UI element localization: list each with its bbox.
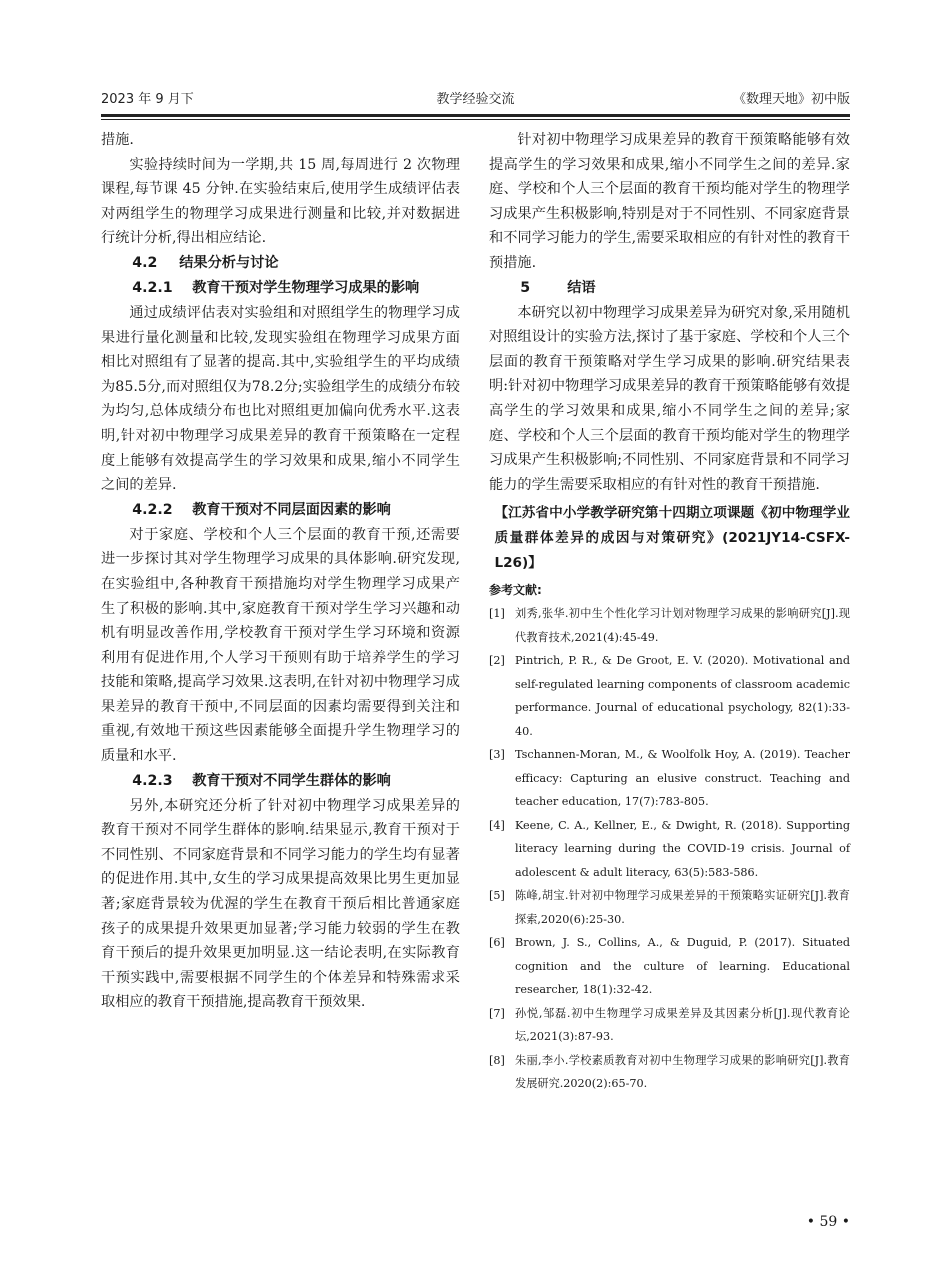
section-heading-4-2 [101,251,460,276]
reference-text: Brown, J. S., Collins, A., & Duguid, P. (2017). Situated cognition and the culture of learning. Educational researcher, 18(1):32-42. [515,936,850,997]
heading-text: 结语 [567,279,596,296]
right-column [489,128,850,1096]
reference-text: Keene, C. A., Kellner, E., & Dwight, R. (2018). Supporting literacy learning during the COVID-19 crisis. Journal of adolescent & adult literacy, 63(5):583-586. [515,818,850,879]
reference-item [489,602,850,649]
reference-index: [4] [489,818,505,832]
section-heading-4-2-2 [101,498,460,523]
heading-text: 结果分析与讨论 [179,254,279,271]
reference-item [489,931,850,1002]
reference-item [489,743,850,814]
reference-index: [3] [489,748,505,762]
reference-index: [8] [489,1053,505,1067]
reference-text: Pintrich, P. R., & De Groot, E. V. (2020). Motivational and self-regulated learning components of classroom academic performance. Journal of educational psychology, 82(1):33-40. [515,654,850,738]
header-rule-thick [101,114,850,117]
paragraph: 本研究以初中物理学习成果差异为研究对象,采用随机对照组设计的实验方法,探讨了基于家庭、学校和个人三个层面的教育干预策略对学生学习成果的影响.研究结果表明:针对初中物理学习成果差异的教育干预策略能够有效提高学生的学习效果和成果,缩小不同学生之间的差异;家庭、学校和个人三个层面的教育干预均能对学生的物理学习成果产生积极影响;不同性别、不同家庭背景和不同学习能力的学生需要采取相应的有针对性的教育干预措施. [489,304,850,493]
section-heading-4-2-1 [101,276,460,301]
reference-item [489,884,850,931]
reference-text: 朱丽,李小.学校素质教育对初中生物理学习成果的影响研究[J].教育发展研究.2020(2):65-70. [515,1053,850,1091]
running-header [101,88,850,110]
paragraph: 另外,本研究还分析了针对初中物理学习成果差异的教育干预对不同学生群体的影响.结果显示,教育干预对于不同性别、不同家庭背景和不同学习能力的学生均有显著的促进作用.其中,女生的学习成果提高效果比男生更加显著;家庭背景较为优渥的学生在教育干预后相比普通家庭孩子的成果提升效果更加显著;学习能力较弱的学生在教育干预后的提升效果更加明显.这一结论表明,在实际教育干预实践中,需要根据不同学生的个体差异和特殊需求采取相应的教育干预措施,提高教育干预效果. [101,797,460,1011]
heading-number: 4.2.1 [132,279,173,296]
reference-item [489,814,850,885]
reference-item [489,1049,850,1096]
heading-text: 教育干预对不同学生群体的影响 [192,772,391,789]
journal-name: 《数理天地》初中版 [732,92,850,107]
section-heading-5 [489,276,850,301]
left-column [101,128,460,1015]
header-rule-thin [101,119,850,120]
heading-number: 4.2.3 [132,772,173,789]
reference-index: [6] [489,936,505,950]
reference-index: [1] [489,607,505,621]
reference-text: Tschannen-Moran, M., & Woolfolk Hoy, A. (2019). Teacher efficacy: Capturing an elusive construct. Teaching and teacher education, 17(7):783-805. [515,748,850,809]
heading-number: 4.2 [132,254,158,271]
paragraph: 针对初中物理学习成果差异的教育干预策略能够有效提高学生的学习效果和成果,缩小不同学生之间的差异.家庭、学校和个人三个层面的教育干预均能对学生的物理学习成果产生积极影响,特别是对于不同性别、不同家庭背景和不同学习能力的学生,需要采取相应的有针对性的教育干预措施. [489,132,850,271]
paragraph: 通过成绩评估表对实验组和对照组学生的物理学习成果进行量化测量和比较,发现实验组在物理学习成果方面相比对照组有了显著的提高.其中,实验组学生的平均成绩为85.5分,而对照组仅为78.2分;实验组学生的成绩分布较为均匀,总体成绩分布也比对照组更加偏向优秀水平.这表明,针对初中物理学习成果差异的教育干预策略在一定程度上能够有效提高学生的学习效果和成果,缩小不同学生之间的差异. [101,304,460,494]
references-title: 参考文献: [489,583,542,598]
paragraph: 对于家庭、学校和个人三个层面的教育干预,还需要进一步探讨其对学生物理学习成果的具体影响.研究发现,在实验组中,各种教育干预措施均对学生物理学习成果产生了积极的影响.其中,家庭教育干预对学生学习兴趣和动机有明显改善作用,学校教育干预对学生学习环境和资源利用有促进作用,个人学习干预则有助于培养学生的学习技能和策略,提高学习效果.这表明,在针对初中物理学习成果差异的教育干预中,不同层面的因素均需要得到关注和重视,有效地干预这些因素能够全面提升学生物理学习的质量和水平. [101,526,460,765]
reference-text: 刘秀,张华.初中生个性化学习计划对物理学习成果的影响研究[J].现代教育技术,2021(4):45-49. [515,607,850,644]
heading-number: 5 [520,279,531,296]
heading-text: 教育干预对不同层面因素的影响 [192,501,391,518]
reference-item [489,1002,850,1049]
reference-text: 孙悦,邹磊.初中生物理学习成果差异及其因素分析[J].现代教育论坛,2021(3):87-93. [515,1006,850,1044]
reference-index: [7] [489,1006,505,1020]
reference-index: [5] [489,889,505,903]
paragraph: 实验持续时间为一学期,共 15 周,每周进行 2 次物理课程,每节课 45 分钟.在实验结束后,使用学生成绩评估表对两组学生的物理学习成果进行测量和比较,并对数据进行统计分析,得出相应结论. [101,156,460,247]
heading-text: 教育干预对学生物理学习成果的影响 [192,279,420,296]
page-number: • 59 • [806,1214,850,1230]
reference-list [489,602,850,1096]
reference-index: [2] [489,654,505,668]
issue-date: 2023 年 9 月下 [101,92,194,107]
section-heading-4-2-3 [101,769,460,794]
reference-text: 陈峰,胡宝.针对初中物理学习成果差异的干预策略实证研究[J].教育探索,2020(6):25-30. [515,889,850,926]
reference-item [489,649,850,743]
paragraph: 措施. [101,132,134,148]
heading-number: 4.2.2 [132,501,173,518]
section-title: 教学经验交流 [436,92,515,107]
funding-note: 【江苏省中小学教学研究第十四期立项课题《初中物理学业质量群体差异的成因与对策研究》(2021JY14-CSFX-L26)】 [494,505,850,572]
